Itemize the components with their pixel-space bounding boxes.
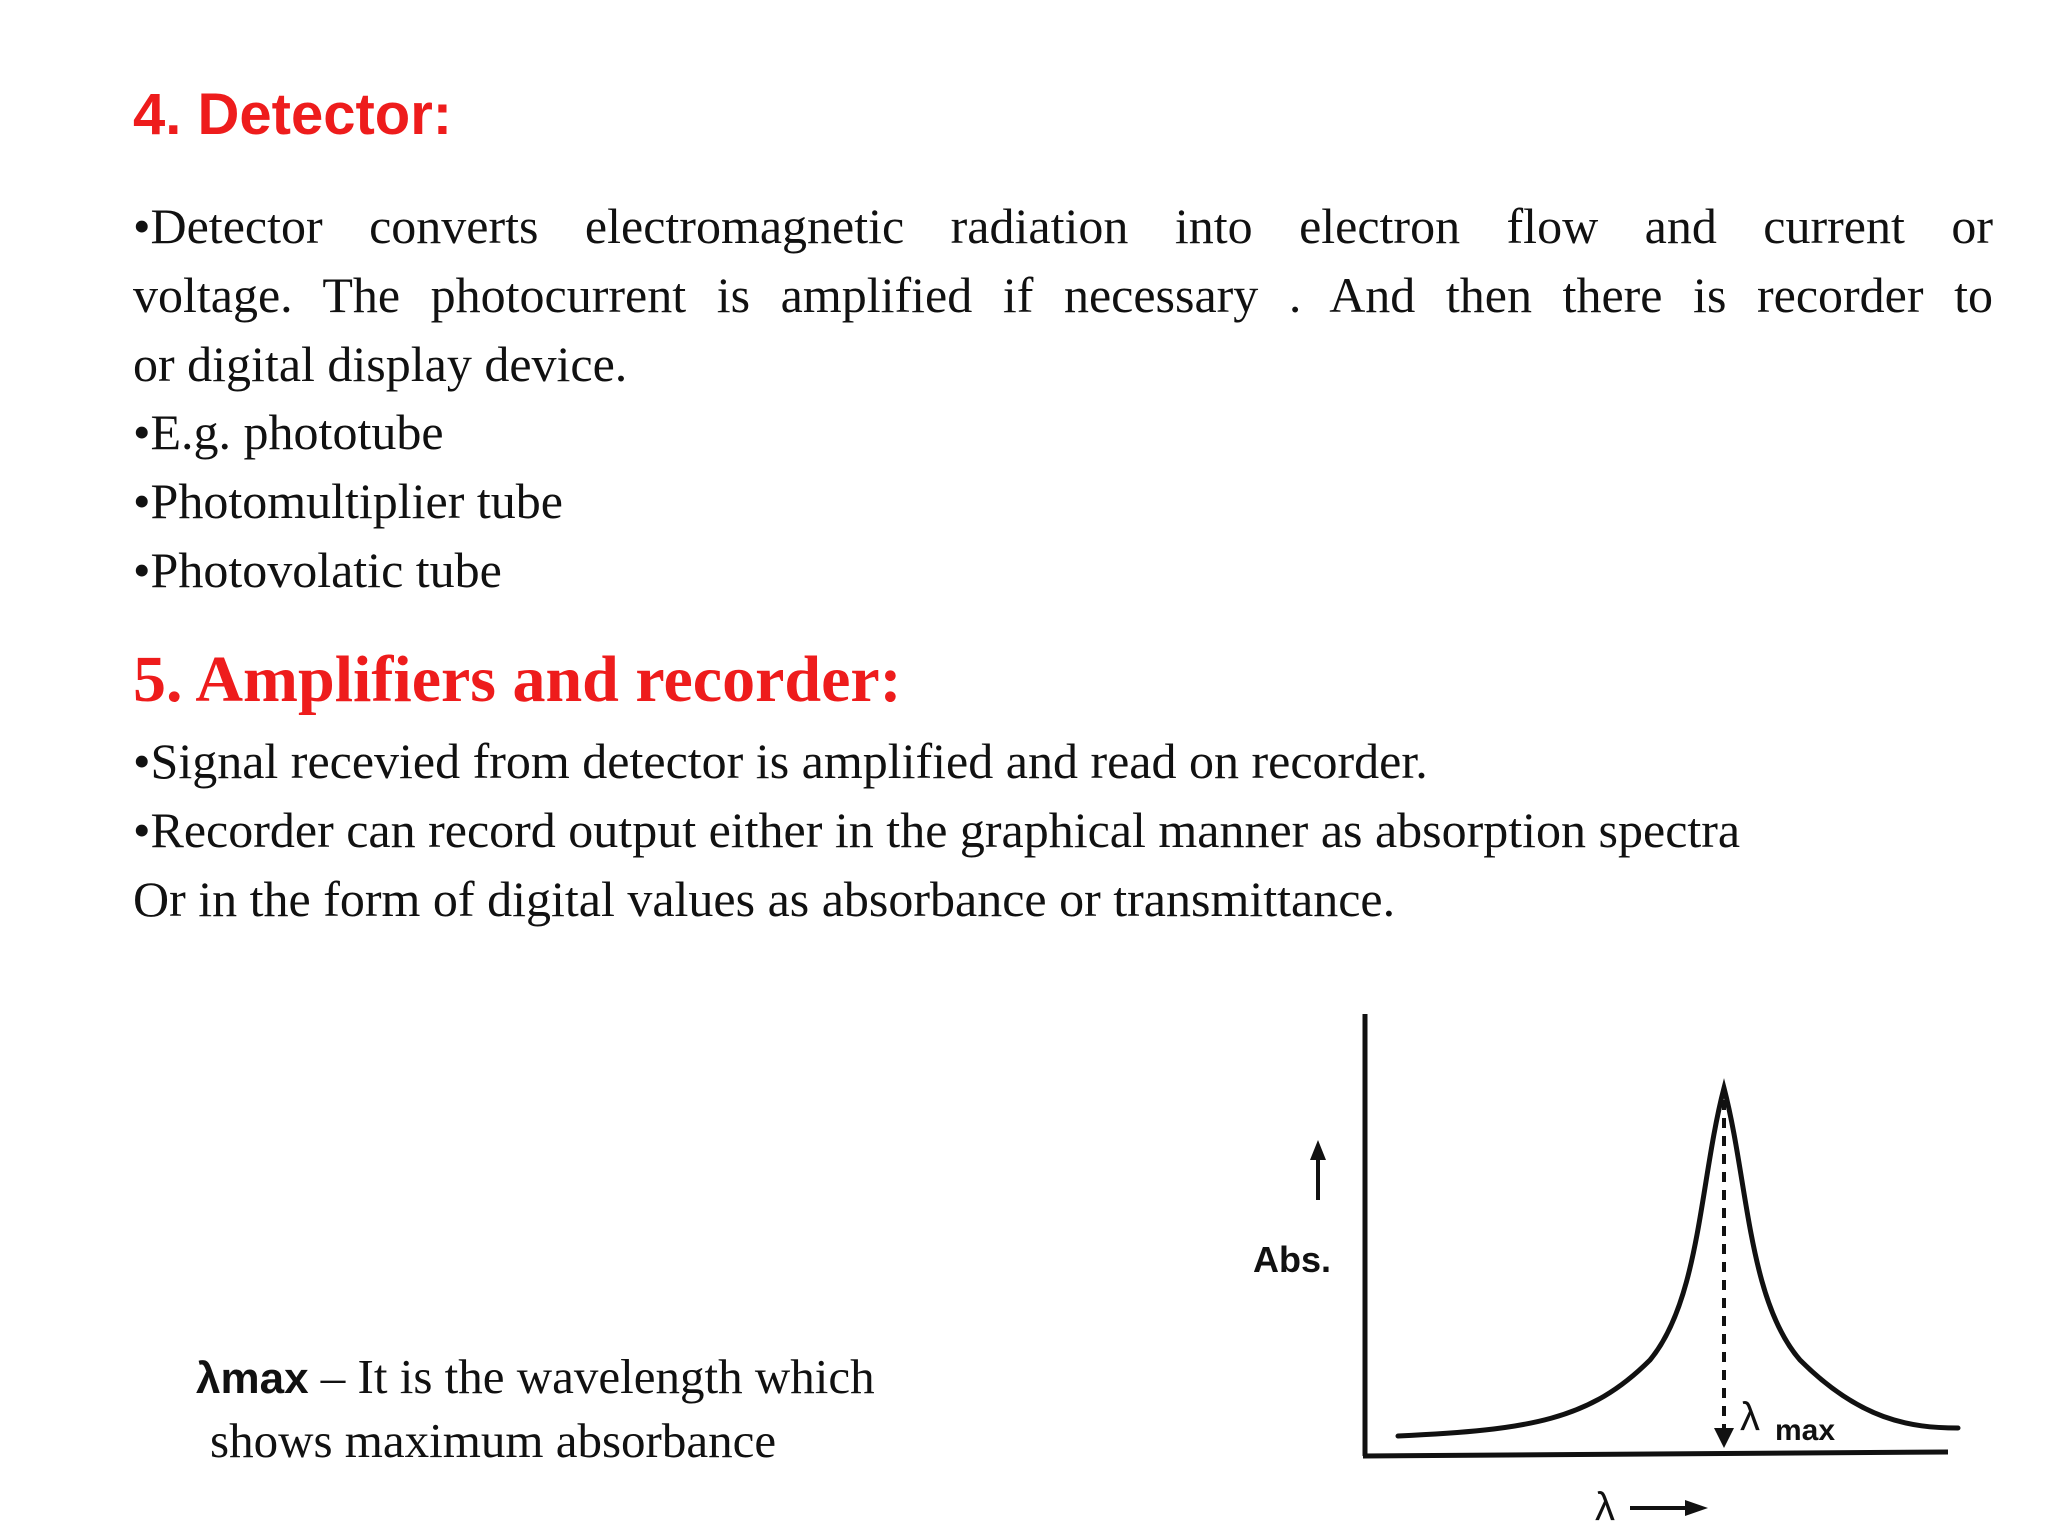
amplifiers-heading: 5. Amplifiers and recorder: [133,643,902,716]
list-item: •Photovolatic tube [133,542,502,598]
detector-paragraph-line-2: voltage. The photocurrent is amplified if necessary . And then there is recorder to [133,267,1993,323]
lambda-max-definition-line-2: shows maximum absorbance [210,1413,777,1468]
lambda-max-term: λmax [196,1354,309,1403]
detector-paragraph-line-1: •Detector converts electromagnetic radiation into electron flow and current or [133,198,1993,254]
peak-label-sub: max [1775,1414,1836,1447]
list-item: Or in the form of digital values as absorbance or transmittance. [133,871,1396,927]
list-item: •Recorder can record output either in the graphical manner as absorption spectra [133,802,1741,858]
list-item: •E.g. phototube [133,404,444,460]
x-axis [1363,1452,1948,1456]
right-arrow-icon [1630,1500,1708,1516]
down-arrow-icon [1714,1428,1734,1448]
peak-label-symbol: λ [1740,1395,1760,1439]
list-item: •Signal recevied from detector is amplified and read on recorder. [133,733,1428,789]
x-axis-label: λ [1595,1485,1615,1529]
detector-heading: 4. Detector: [133,82,453,147]
absorption-curve [1398,1088,1958,1436]
y-axis-label: Abs. [1253,1239,1332,1280]
lambda-max-definition [196,1346,875,1472]
up-arrow-icon [1310,1140,1326,1200]
list-item: •Photomultiplier tube [133,473,563,529]
detector-paragraph [133,192,1993,399]
detector-paragraph-line-3: or digital display device. [133,336,628,392]
lambda-max-definition-line-1: – It is the wavelength which [308,1349,875,1404]
absorption-spectrum-diagram [1230,1000,1970,1530]
amplifiers-list [133,727,1740,934]
detector-examples-list [133,398,563,605]
